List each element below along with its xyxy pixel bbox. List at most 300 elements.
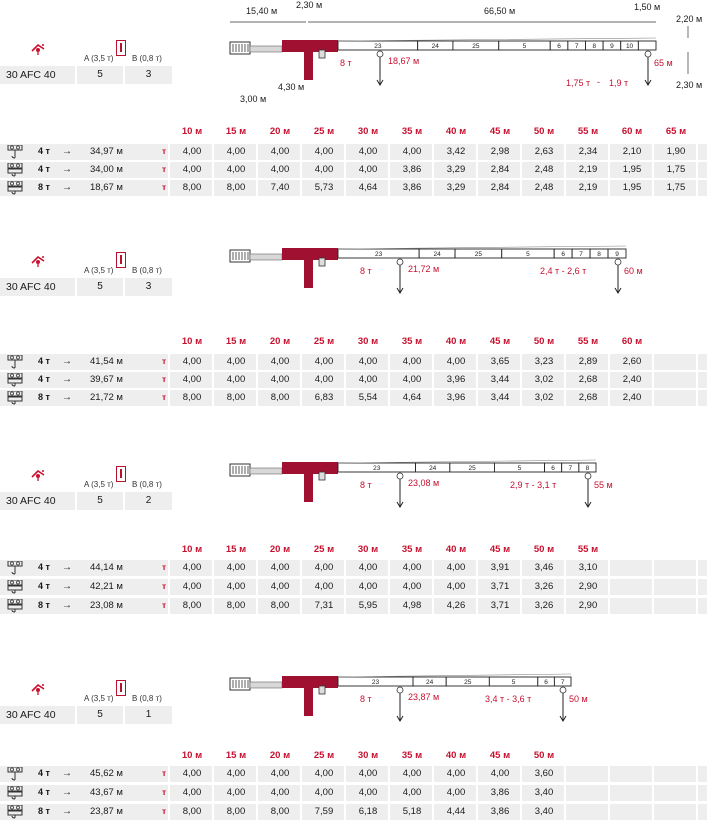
load-value: 4,00 <box>270 146 290 157</box>
ballast-a-label: A (3,5 т) <box>84 266 114 275</box>
arrow-icon: → <box>62 600 72 611</box>
load-value: 5,54 <box>358 392 378 403</box>
row-reach: 41,54 м <box>90 356 123 367</box>
row-load: 8 т <box>38 392 50 402</box>
segment-label: 23 <box>374 43 382 50</box>
load-value: 3,29 <box>446 182 466 193</box>
reach-near-label: 18,67 м <box>388 56 420 66</box>
load-value: 4,00 <box>402 787 422 798</box>
radius-header: 30 м <box>357 544 379 555</box>
load-value: 4,00 <box>446 768 466 779</box>
counterweight-icon <box>116 252 126 268</box>
arrow-icon: → <box>62 182 72 193</box>
radius-header: 35 м <box>401 750 423 761</box>
load-value: 4,00 <box>270 581 290 592</box>
table-row <box>0 560 707 577</box>
reach-near-label: 23,87 м <box>408 692 440 702</box>
segment-label: 25 <box>464 679 472 686</box>
radius-header: 15 м <box>225 544 247 555</box>
load-value: 2,34 <box>578 146 598 157</box>
load-value: 4,00 <box>182 146 202 157</box>
load-value: 3,86 <box>402 164 422 175</box>
dim-cab: 2,30 м <box>296 0 323 10</box>
radius-header: 30 м <box>357 336 379 347</box>
arrow-icon: → <box>62 356 72 367</box>
load-value: 4,00 <box>402 562 422 573</box>
segment-label: 7 <box>568 465 573 472</box>
load-value: 3,40 <box>534 806 554 817</box>
radius-header: 50 м <box>533 750 555 761</box>
load-near-label: 8 т <box>340 58 352 68</box>
model-name: 30 AFC 40 <box>0 492 75 510</box>
row-unit: т <box>162 182 167 192</box>
load-value: 4,64 <box>358 182 378 193</box>
radius-header: 15 м <box>225 336 247 347</box>
hook-single-icon <box>6 561 24 576</box>
hook-double-icon <box>6 163 24 178</box>
radius-header: 25 м <box>313 750 335 761</box>
config-header <box>0 252 172 296</box>
arrow-icon: → <box>62 164 72 175</box>
load-value: 4,00 <box>358 581 378 592</box>
counterweight-icon <box>116 40 126 56</box>
load-value: 4,00 <box>182 562 202 573</box>
ballast-b-label: B (0,8 т) <box>132 480 162 489</box>
radius-header: 50 м <box>533 336 555 347</box>
load-value: 4,00 <box>270 164 290 175</box>
load-value: 4,26 <box>446 600 466 611</box>
row-unit: т <box>162 787 167 797</box>
arrow-icon: → <box>62 374 72 385</box>
ballast-b-value: 1 <box>125 706 172 724</box>
load-value: 4,64 <box>402 392 422 403</box>
row-reach: 43,67 м <box>90 787 123 798</box>
load-value: 3,44 <box>490 392 510 403</box>
load-value: 4,00 <box>182 164 202 175</box>
radius-header: 10 м <box>181 336 203 347</box>
radius-header: 30 м <box>357 126 379 137</box>
boom-diagram <box>226 644 706 754</box>
load-tip-label: 2,4 т - 2,6 т <box>540 266 587 276</box>
radius-header: 20 м <box>269 750 291 761</box>
load-value: 8,00 <box>226 600 246 611</box>
load-value: 3,71 <box>490 581 510 592</box>
model-name: 30 AFC 40 <box>0 706 75 724</box>
radius-header: 10 м <box>181 544 203 555</box>
segment-label: 24 <box>429 465 437 472</box>
radius-header: 35 м <box>401 336 423 347</box>
row-reach: 18,67 м <box>90 182 123 193</box>
row-reach: 23,87 м <box>90 806 123 817</box>
boom-diagram <box>226 0 706 118</box>
load-value: 3,10 <box>578 562 598 573</box>
radius-header: 60 м <box>621 126 643 137</box>
row-unit: т <box>162 164 167 174</box>
load-value: 4,00 <box>358 374 378 385</box>
load-value: 1,95 <box>622 164 642 175</box>
load-value: 2,48 <box>534 164 554 175</box>
load-value: 4,00 <box>182 787 202 798</box>
model-name: 30 AFC 40 <box>0 66 75 84</box>
load-value: 1,95 <box>622 182 642 193</box>
segment-label: 7 <box>574 43 579 50</box>
load-value: 2,84 <box>490 182 510 193</box>
load-value: 4,00 <box>402 146 422 157</box>
segment-label: 25 <box>474 251 483 258</box>
segment-label: 5 <box>517 465 522 472</box>
load-value: 4,00 <box>446 356 466 367</box>
load-value: 4,00 <box>182 581 202 592</box>
load-value: 8,00 <box>182 392 202 403</box>
row-unit: т <box>162 806 167 816</box>
load-value: 1,75 <box>666 164 686 175</box>
hook-double-icon <box>6 599 24 614</box>
crane-icon <box>30 468 46 482</box>
radius-header: 45 м <box>489 126 511 137</box>
model-name: 30 AFC 40 <box>0 278 75 296</box>
load-value: 4,00 <box>226 164 246 175</box>
load-value: 8,00 <box>270 392 290 403</box>
ballast-a-label: A (3,5 т) <box>84 54 114 63</box>
config-header <box>0 466 172 510</box>
load-value: 8,00 <box>270 806 290 817</box>
load-value: 3,86 <box>490 806 510 817</box>
load-value: 8,00 <box>182 182 202 193</box>
row-load: 8 т <box>38 182 50 192</box>
load-value: 4,00 <box>446 562 466 573</box>
load-tip-a: 1,75 т <box>566 78 591 88</box>
row-reach: 45,62 м <box>90 768 123 779</box>
segment-label: 6 <box>557 43 561 50</box>
radius-header: 65 м <box>665 126 687 137</box>
config-header <box>0 40 172 84</box>
crane-icon <box>30 254 46 268</box>
segment-label: 8 <box>585 465 590 472</box>
load-value: 4,00 <box>182 374 202 385</box>
load-value: 7,31 <box>314 600 334 611</box>
load-value: 2,48 <box>534 182 554 193</box>
row-reach: 34,97 м <box>90 146 123 157</box>
row-load: 8 т <box>38 806 50 816</box>
segment-label: 25 <box>472 43 480 50</box>
load-value: 8,00 <box>270 600 290 611</box>
segment-label: 5 <box>522 43 527 50</box>
hook-double-icon <box>6 391 24 406</box>
row-unit: т <box>162 562 167 572</box>
load-value: 3,96 <box>446 392 466 403</box>
table-row <box>0 144 707 161</box>
boom-diagram <box>226 216 706 326</box>
load-value: 4,00 <box>358 164 378 175</box>
row-load: 8 т <box>38 600 50 610</box>
ballast-a-value: 5 <box>77 706 123 724</box>
table-row <box>0 162 707 179</box>
load-value: 4,00 <box>490 768 510 779</box>
radius-header: 10 м <box>181 750 203 761</box>
ballast-a-value: 5 <box>77 492 123 510</box>
arrow-icon: → <box>62 787 72 798</box>
load-value: 8,00 <box>182 806 202 817</box>
load-value: 8,00 <box>226 806 246 817</box>
row-unit: т <box>162 600 167 610</box>
load-table-header <box>0 750 707 764</box>
config-row <box>0 492 172 510</box>
arrow-icon: → <box>62 392 72 403</box>
radius-header: 40 м <box>445 544 467 555</box>
table-row <box>0 180 707 197</box>
load-value: 2,10 <box>622 146 642 157</box>
load-value: 4,00 <box>314 146 334 157</box>
hook-single-icon <box>6 355 24 370</box>
arrow-icon: → <box>62 768 72 779</box>
segment-label: 6 <box>544 679 548 686</box>
radius-header: 60 м <box>621 336 643 347</box>
reach-tip-label: 50 м <box>569 694 588 704</box>
row-unit: т <box>162 581 167 591</box>
radius-header: 50 м <box>533 544 555 555</box>
row-load: 4 т <box>38 562 50 572</box>
load-value: 6,18 <box>358 806 378 817</box>
table-row <box>0 390 707 407</box>
dim-base: 3,00 м <box>240 94 267 104</box>
load-value: 4,00 <box>226 146 246 157</box>
load-value: 4,00 <box>226 374 246 385</box>
load-value: 3,02 <box>534 374 554 385</box>
row-reach: 34,00 м <box>90 164 123 175</box>
ballast-b-label: B (0,8 т) <box>132 266 162 275</box>
segment-label: 24 <box>425 679 434 686</box>
load-value: 2,90 <box>578 581 598 592</box>
reach-tip-label: 65 м <box>654 58 673 68</box>
load-value: 4,00 <box>314 374 334 385</box>
dim-height-top: 2,20 м <box>676 14 703 24</box>
load-value: 4,00 <box>358 562 378 573</box>
load-value: 4,00 <box>226 787 246 798</box>
boom-diagram <box>226 430 706 540</box>
segment-label: 23 <box>374 251 383 258</box>
load-value: 4,00 <box>446 787 466 798</box>
row-load: 4 т <box>38 374 50 384</box>
load-value: 3,40 <box>534 787 554 798</box>
row-unit: т <box>162 374 167 384</box>
segment-label: 5 <box>526 251 530 258</box>
load-value: 4,00 <box>402 581 422 592</box>
load-value: 3,29 <box>446 164 466 175</box>
row-unit: т <box>162 392 167 402</box>
load-value: 4,44 <box>446 806 466 817</box>
load-value: 4,00 <box>314 164 334 175</box>
radius-header: 45 м <box>489 336 511 347</box>
radius-header: 20 м <box>269 126 291 137</box>
load-value: 5,95 <box>358 600 378 611</box>
load-value: 4,00 <box>182 356 202 367</box>
load-value: 8,00 <box>226 392 246 403</box>
load-value: 3,44 <box>490 374 510 385</box>
load-value: 3,46 <box>534 562 554 573</box>
segment-label: 23 <box>373 465 381 472</box>
config-row <box>0 66 172 84</box>
radius-header: 45 м <box>489 750 511 761</box>
row-reach: 23,08 м <box>90 600 123 611</box>
load-value: 2,90 <box>578 600 598 611</box>
load-value: 5,18 <box>402 806 422 817</box>
ballast-b-value: 3 <box>125 66 172 84</box>
load-value: 3,23 <box>534 356 554 367</box>
load-value: 2,19 <box>578 182 598 193</box>
load-value: 3,02 <box>534 392 554 403</box>
load-value: 3,42 <box>446 146 466 157</box>
radius-header: 30 м <box>357 750 379 761</box>
load-value: 4,00 <box>314 581 334 592</box>
load-value: 4,00 <box>314 562 334 573</box>
load-value: 2,63 <box>534 146 554 157</box>
segment-label: 7 <box>560 679 565 686</box>
table-row <box>0 598 707 615</box>
load-value: 4,00 <box>358 146 378 157</box>
radius-header: 25 м <box>313 126 335 137</box>
load-value: 3,96 <box>446 374 466 385</box>
load-tip-label: 2,9 т - 3,1 т <box>510 480 557 490</box>
load-value: 8,00 <box>182 600 202 611</box>
radius-header: 25 м <box>313 336 335 347</box>
row-reach: 21,72 м <box>90 392 123 403</box>
load-near-label: 8 т <box>360 480 372 490</box>
radius-header: 15 м <box>225 750 247 761</box>
hook-double-icon <box>6 580 24 595</box>
crane-icon <box>30 42 46 56</box>
segment-label: 7 <box>579 251 583 258</box>
reach-tip-label: 60 м <box>624 266 643 276</box>
load-value: 2,40 <box>622 374 642 385</box>
load-value: 4,00 <box>358 787 378 798</box>
arrow-icon: → <box>62 146 72 157</box>
row-reach: 42,21 м <box>90 581 123 592</box>
load-value: 2,19 <box>578 164 598 175</box>
ballast-a-label: A (3,5 т) <box>84 480 114 489</box>
row-load: 4 т <box>38 146 50 156</box>
load-value: 3,65 <box>490 356 510 367</box>
hook-double-icon <box>6 181 24 196</box>
row-unit: т <box>162 768 167 778</box>
segment-label: 24 <box>433 251 441 258</box>
hook-double-icon <box>6 786 24 801</box>
load-value: 3,60 <box>534 768 554 779</box>
dim-jib: 66,50 м <box>484 6 516 16</box>
ballast-a-value: 5 <box>77 66 123 84</box>
table-row <box>0 354 707 371</box>
radius-header: 15 м <box>225 126 247 137</box>
load-value: 1,90 <box>666 146 686 157</box>
radius-header: 55 м <box>577 126 599 137</box>
radius-header: 25 м <box>313 544 335 555</box>
load-value: 4,00 <box>226 768 246 779</box>
load-value: 4,00 <box>182 768 202 779</box>
load-value: 6,83 <box>314 392 334 403</box>
load-value: 2,89 <box>578 356 598 367</box>
radius-header: 55 м <box>577 336 599 347</box>
boom-segment <box>638 41 656 50</box>
crane-icon <box>30 682 46 696</box>
load-value: 4,00 <box>226 581 246 592</box>
load-value: 3,26 <box>534 600 554 611</box>
load-value: 3,26 <box>534 581 554 592</box>
radius-header: 20 м <box>269 336 291 347</box>
load-value: 7,59 <box>314 806 334 817</box>
radius-header: 40 м <box>445 336 467 347</box>
row-load: 4 т <box>38 164 50 174</box>
ballast-b-label: B (0,8 т) <box>132 54 162 63</box>
segment-label: 23 <box>371 679 380 686</box>
load-value: 3,86 <box>490 787 510 798</box>
table-row <box>0 804 707 821</box>
radius-header: 35 м <box>401 126 423 137</box>
segment-label: 8 <box>592 43 597 50</box>
segment-label: 8 <box>597 251 601 258</box>
segment-label: 24 <box>431 43 439 50</box>
ballast-b-value: 2 <box>125 492 172 510</box>
config-header <box>0 680 172 724</box>
row-unit: т <box>162 356 167 366</box>
row-load: 4 т <box>38 581 50 591</box>
load-tip-sep: - <box>597 77 600 87</box>
hook-double-icon <box>6 805 24 820</box>
load-value: 4,98 <box>402 600 422 611</box>
arrow-icon: → <box>62 806 72 817</box>
load-value: 4,00 <box>314 356 334 367</box>
row-unit: т <box>162 146 167 156</box>
load-near-label: 8 т <box>360 266 372 276</box>
load-value: 4,00 <box>402 356 422 367</box>
segment-label: 25 <box>468 465 476 472</box>
reach-near-label: 23,08 м <box>408 478 440 488</box>
table-row <box>0 785 707 802</box>
radius-header: 50 м <box>533 126 555 137</box>
dim-mast: 4,30 м <box>278 82 305 92</box>
load-value: 4,00 <box>446 581 466 592</box>
load-table-header <box>0 126 707 140</box>
load-value: 3,86 <box>402 182 422 193</box>
segment-label: 6 <box>561 251 565 258</box>
load-value: 4,00 <box>314 768 334 779</box>
load-value: 4,00 <box>358 768 378 779</box>
arrow-icon: → <box>62 581 72 592</box>
ballast-a-value: 5 <box>77 278 123 296</box>
radius-header: 20 м <box>269 544 291 555</box>
load-value: 3,91 <box>490 562 510 573</box>
load-value: 4,00 <box>226 562 246 573</box>
radius-header: 35 м <box>401 544 423 555</box>
radius-header: 40 м <box>445 750 467 761</box>
config-row <box>0 278 172 296</box>
segment-label: 9 <box>615 251 619 258</box>
ballast-b-value: 3 <box>125 278 172 296</box>
table-row <box>0 766 707 783</box>
load-value: 4,00 <box>314 787 334 798</box>
load-value: 2,68 <box>578 392 598 403</box>
hook-double-icon <box>6 373 24 388</box>
load-value: 4,00 <box>402 374 422 385</box>
segment-label: 9 <box>610 43 614 50</box>
ballast-a-label: A (3,5 т) <box>84 694 114 703</box>
load-value: 2,98 <box>490 146 510 157</box>
segment-label: 6 <box>551 465 555 472</box>
segment-label: 5 <box>511 679 516 686</box>
dim-tip: 1,50 м <box>634 2 661 12</box>
row-reach: 44,14 м <box>90 562 123 573</box>
load-value: 4,00 <box>270 356 290 367</box>
load-value: 4,00 <box>358 356 378 367</box>
row-reach: 39,67 м <box>90 374 123 385</box>
